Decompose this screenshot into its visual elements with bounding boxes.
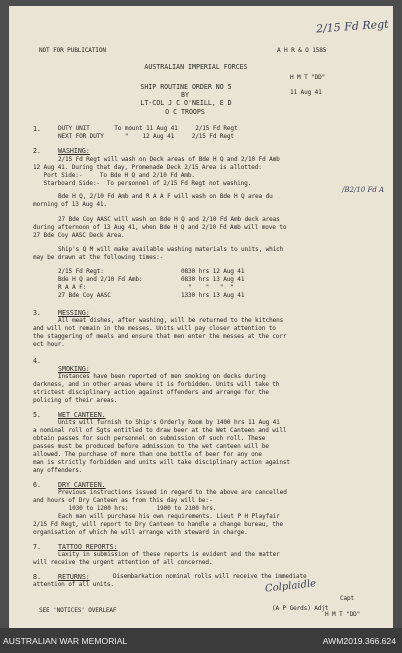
body-line: Starboard Side:- To personnel of 2/15 Fd Regt not washing. bbox=[33, 180, 252, 187]
archive-footer bbox=[0, 628, 402, 653]
duty-row-1: DUTY UNIT To mount 11 Aug 41 2/15 Fd Regt bbox=[58, 125, 238, 132]
schedule-time: 0830 hrs 12 Aug 41 bbox=[181, 268, 245, 275]
notices-overleaf: SEE 'NOTICES' OVERLEAF bbox=[39, 607, 117, 614]
handwritten-margin-note: /B2/10 Fd A bbox=[342, 186, 385, 194]
body-line: 12 Aug 41. During that day, Promenade Deck 2/15 Area is allotted: bbox=[33, 164, 262, 171]
institution-name: AUSTRALIAN WAR MEMORIAL bbox=[3, 636, 128, 646]
order-title: SHIP ROUTINE ORDER NO 5 bbox=[140, 83, 232, 91]
body-line: Disembarkation nominal rolls will receive the immediate bbox=[113, 573, 307, 580]
body-line: may be drawn at the following times:- bbox=[33, 254, 164, 261]
body-line: 27 Bde Coy AASC Deck Area. bbox=[33, 232, 125, 239]
section-heading-returns: RETURNS: bbox=[58, 573, 90, 581]
body-line: a nominal roll of Sgts entitled to draw beer at the Wet Canteen and will bbox=[33, 427, 287, 434]
schedule-unit: R A A F: bbox=[58, 284, 87, 291]
body-line: organisation of which he will arrange with steward in charge. bbox=[33, 529, 248, 536]
ship-designation: H M T "DD" bbox=[290, 74, 326, 81]
reference-number: A H R & O 1585 bbox=[277, 47, 327, 54]
body-line: 27 Bde Coy AASC will wash on Bde H Q and 2/10 Fd Amb deck areas bbox=[58, 216, 280, 223]
body-line: 2/15 Fd Regt will wash on Deck areas of Bde H Q and 2/10 Fd Amb bbox=[58, 156, 280, 163]
commander-name: LT-COL J C O'NEILL, E D bbox=[140, 99, 232, 107]
handwritten-signature: Colplaidle bbox=[264, 578, 317, 595]
body-line: strictest disciplinary action against offenders and arrange for the bbox=[33, 389, 269, 396]
body-line: darkness, and in other areas where it is forbidden. Units will take th bbox=[33, 381, 280, 388]
section-number: 7. bbox=[33, 543, 41, 551]
body-line: Previous instructions issued in regard to the above are cancelled bbox=[58, 489, 287, 496]
body-line: any offenders. bbox=[33, 467, 83, 474]
body-line: obtain passes for such personnel on submission of such roll. These bbox=[33, 435, 266, 442]
body-line: ect hour. bbox=[33, 341, 65, 348]
signature-ship: H M T "DD" bbox=[325, 611, 361, 618]
not-for-publication-label: NOT FOR PUBLICATION bbox=[39, 47, 106, 54]
body-line: Ship's Q M will make available washing materials to units, which bbox=[58, 246, 284, 253]
section-number: 2. bbox=[33, 147, 41, 155]
schedule-time: 1330 hrs 13 Aug 41 bbox=[181, 292, 245, 299]
section-number: 6. bbox=[33, 481, 41, 489]
body-line: and will not remain in the messes. Units will pay closer attention to bbox=[33, 325, 276, 332]
body-line: Laxity in submission of these reports is evident and the matter bbox=[58, 551, 280, 558]
section-heading-smoking: SMOKING: bbox=[58, 365, 90, 373]
body-line: attention of all units. bbox=[33, 581, 114, 588]
body-line: will receive the urgent attention of all concerned. bbox=[33, 559, 213, 566]
body-line: Instances have been reported of men smoking on decks during bbox=[58, 373, 266, 380]
body-line: and hours of Dry Canteen as from this day will be:- bbox=[33, 497, 213, 504]
signature-rank: Capt bbox=[340, 595, 355, 602]
force-title: AUSTRALIAN IMPERIAL FORCES bbox=[144, 63, 248, 71]
section-heading-dry-canteen: DRY CANTEEN. bbox=[58, 481, 106, 489]
body-line: Bde H Q, 2/10 Fd Amb and R A A F will wash on Bde H Q area du bbox=[58, 193, 273, 200]
document-page bbox=[9, 6, 393, 628]
body-line: during afternoon of 13 Aug 41, when Bde H Q and 2/10 Fd Amb will move to bbox=[33, 224, 287, 231]
schedule-unit: Bde H Q and 2/10 Fd Amb: bbox=[58, 276, 143, 283]
schedule-unit: 27 Bde Coy AASC bbox=[58, 292, 111, 299]
section-heading-tattoo-reports: TATTOO REPORTS: bbox=[58, 543, 118, 551]
body-line: Units will furnish to Ship's Orderly Room by 1400 hrs 11 Aug 41 bbox=[58, 419, 280, 426]
body-line: All meat dishes, after washing, will be returned to the kitchens bbox=[58, 317, 284, 324]
schedule-time: 0830 hrs 13 Aug 41 bbox=[181, 276, 245, 283]
handwritten-reference: 2/15 Fd Regt bbox=[315, 17, 389, 36]
order-date: 11 Aug 41 bbox=[290, 89, 322, 96]
body-line: morning of 13 Aug 41. bbox=[33, 201, 107, 208]
signature-appointment: (A P Gerds) Adjt bbox=[272, 605, 329, 612]
schedule-time: " " " " bbox=[181, 284, 234, 291]
duty-number: 1. bbox=[33, 125, 41, 133]
accession-number: AWM2019.366.624 bbox=[322, 636, 396, 646]
duty-row-2: NEXT FOR DUTY " 12 Aug 41 2/15 Fd Regt bbox=[58, 133, 234, 140]
section-heading-washing: WASHING: bbox=[58, 147, 90, 155]
section-heading-wet-canteen: WET CANTEEN. bbox=[58, 411, 106, 419]
body-line: the staggering of meals and ensure that men enter the messes at the corr bbox=[33, 333, 287, 340]
section-heading-messing: MESSING: bbox=[58, 309, 90, 317]
body-line: Port Side:- To Bde H Q and 2/10 Fd Amb. bbox=[33, 172, 195, 179]
section-number: 4. bbox=[33, 357, 41, 365]
commander-role: O C TROOPS bbox=[165, 108, 205, 116]
section-number: 5. bbox=[33, 411, 41, 419]
schedule-unit: 2/15 Fd Regt: bbox=[58, 268, 104, 275]
body-line: 2/15 Fd Regt, will report to Dry Canteen to handle a change bureau, the bbox=[33, 521, 283, 528]
body-line: allowed. The purchase of more than one bottle of beer for any one bbox=[33, 451, 262, 458]
section-number: 3. bbox=[33, 309, 41, 317]
body-line: 1030 to 1200 hrs: 1900 to 2100 hrs. bbox=[58, 505, 217, 512]
order-by: BY bbox=[181, 91, 189, 99]
body-line: policing of their areas. bbox=[33, 397, 118, 404]
body-line: Each man will purchase his own requirements. Lieut P H Playfair bbox=[58, 513, 280, 520]
section-number: 8. bbox=[33, 573, 41, 581]
body-line: passes must be produced before admission to the wet canteen will be bbox=[33, 443, 269, 450]
body-line: man is strictly forbidden and units will take disciplinary action against bbox=[33, 459, 290, 466]
